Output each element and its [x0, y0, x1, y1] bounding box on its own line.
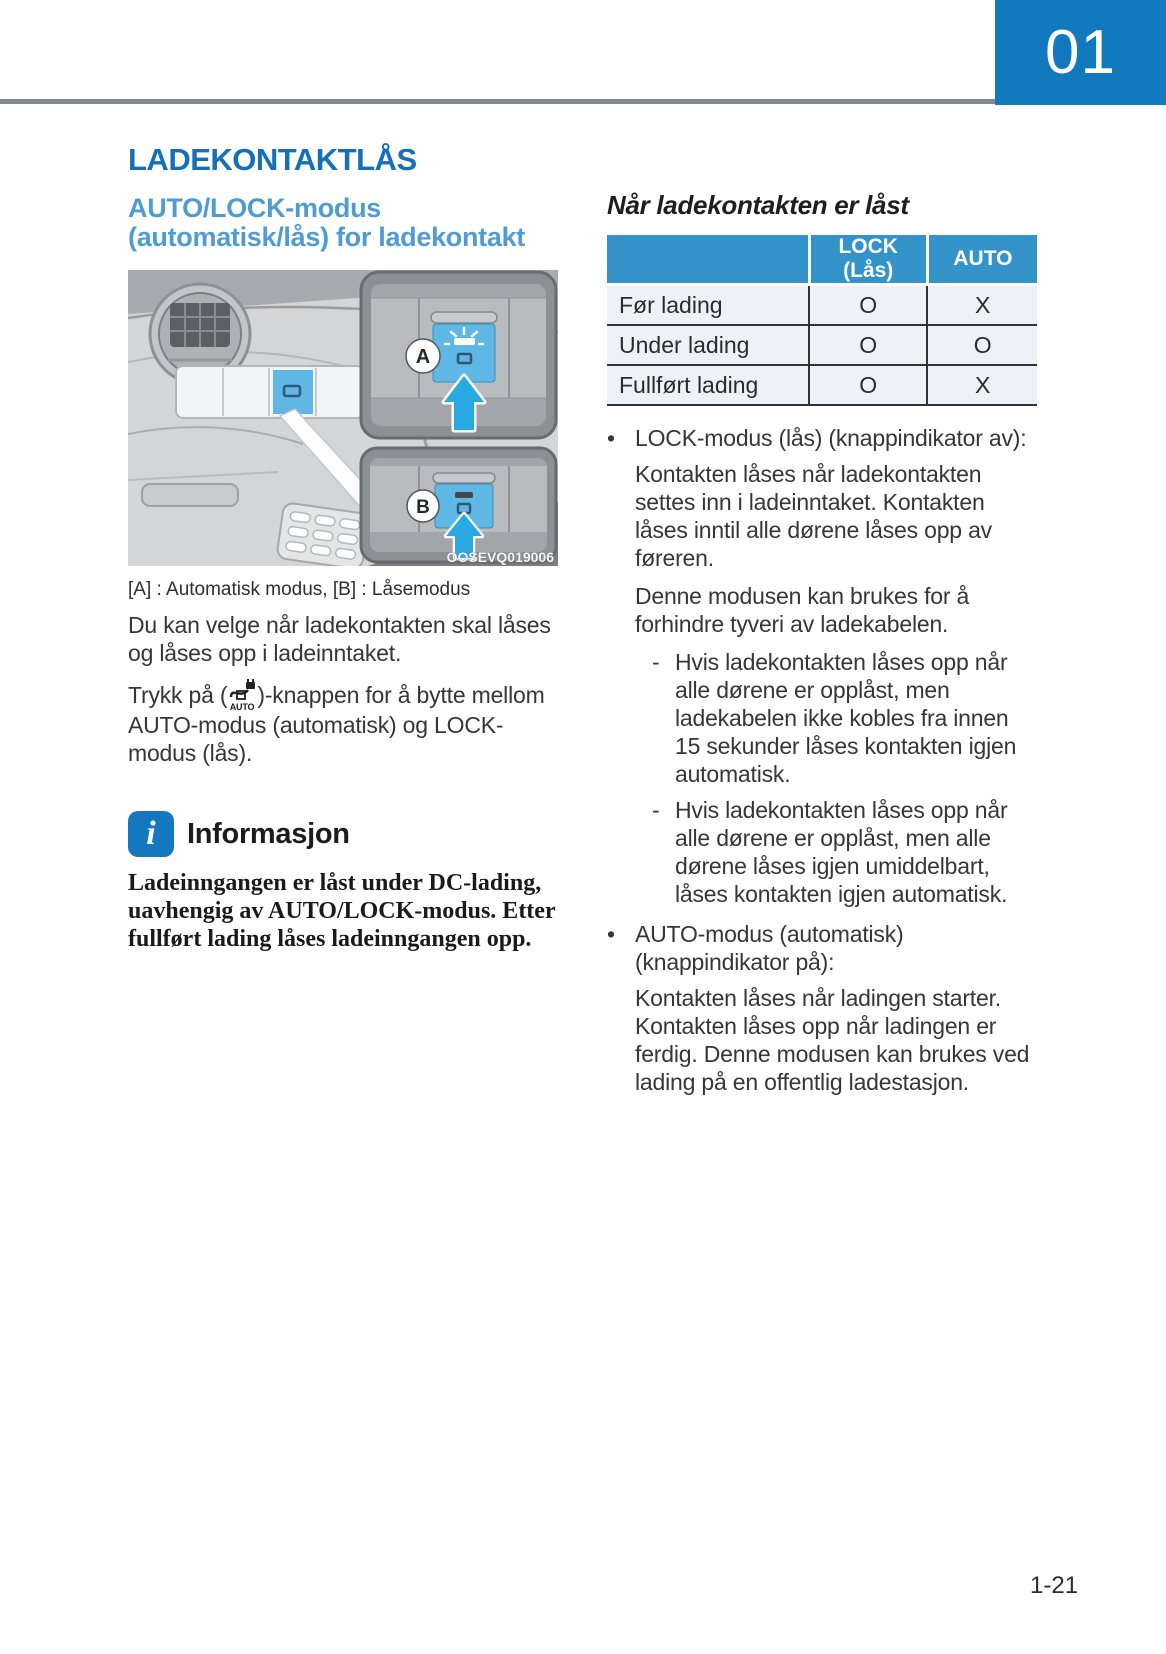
left-column: [128, 138, 558, 1110]
switch-panel: [176, 366, 364, 418]
inset-a: [361, 272, 556, 438]
table-header-row: [607, 235, 1037, 285]
info-header: [128, 811, 558, 857]
paragraph-post: )-knappen for å bytte mellom AUTO-modus (automatisk) og LOCK-modus (lås).: [128, 682, 545, 766]
dashboard-figure: [128, 270, 558, 601]
lock-value-cell: O: [809, 365, 927, 405]
section-subtitle: AUTO/LOCK-modus (automatisk/lås) for ladekontakt: [128, 193, 525, 252]
paragraph-with-icon: [128, 679, 558, 767]
auto-value-cell: O: [927, 325, 1037, 365]
figure-code: OOSEVQ019006: [446, 549, 554, 565]
dash-marker: -: [652, 649, 660, 675]
inset-b: [361, 448, 556, 562]
row-label-cell: Fullført lading: [607, 365, 809, 405]
label-b-badge: [407, 490, 439, 522]
dash-item: [652, 796, 1037, 908]
row-label-cell: Før lading: [607, 285, 809, 326]
lock-value-cell: O: [809, 325, 927, 365]
dash-marker: -: [652, 797, 660, 823]
header-cell-empty: [607, 235, 809, 285]
page-title: LADEKONTAKTLÅS: [128, 142, 417, 177]
indicator-off-icon: [455, 492, 473, 498]
charge-lock-button: [273, 370, 313, 414]
table-row: [607, 325, 1037, 365]
label-a-badge: [406, 339, 440, 373]
lock-status-table: [607, 235, 1037, 406]
door-handle: [142, 484, 238, 506]
right-column: [607, 138, 1037, 1110]
info-text: Ladeinngangen er låst under DC-lading, uavhengig av AUTO/LOCK-modus. Etter fullført lading låses ladeinngangen opp.: [128, 870, 556, 952]
svg-text:B: B: [416, 497, 430, 518]
charge-lock-button-icon: [227, 679, 257, 711]
auto-value-cell: X: [927, 285, 1037, 326]
svg-text:AUTO: AUTO: [230, 702, 255, 711]
paragraph-pre: Trykk på (: [128, 682, 228, 708]
svg-text:A: A: [415, 346, 431, 368]
table-row: [607, 285, 1037, 326]
chapter-number: 01: [1045, 18, 1116, 87]
page-number: 1-21: [1030, 1572, 1079, 1599]
bullet-content: [635, 920, 1037, 1106]
row-label-cell: Under lading: [607, 325, 809, 365]
table-heading: Når ladekontakten er låst: [607, 190, 909, 220]
chapter-number-tab: [995, 0, 1166, 105]
info-title: Informasjon: [187, 817, 350, 850]
bullet-list: [607, 424, 1037, 1106]
info-icon: i: [128, 811, 174, 857]
header-cell-lock: LOCK (Lås): [809, 235, 927, 285]
bullet-marker: •: [607, 921, 616, 947]
info-section: [128, 811, 558, 953]
bullet-content: [635, 424, 1037, 916]
auto-value-cell: X: [927, 365, 1037, 405]
bullet-paragraph: Kontakten låses når ladekontakten settes inn i ladeinntaket. Kontakten låses inntil alle dørene låses opp av føreren.: [635, 461, 992, 571]
bullet-paragraph: Kontakten låses når ladingen starter. Kontakten låses opp når ladingen er ferdig. Denne modusen kan brukes ved lading på en offentlig ladestasjon.: [635, 985, 1030, 1095]
header-rule: [0, 99, 995, 104]
page-columns: [128, 138, 1037, 1110]
figure-caption: [A] : Automatisk modus, [B] : Låsemodus: [128, 579, 471, 600]
paragraph: Du kan velge når ladekontakten skal låses og låses opp i ladeinntaket.: [128, 612, 551, 666]
bullet-item: [607, 920, 1037, 1106]
header-cell-auto: AUTO: [927, 235, 1037, 285]
table-head: [607, 235, 1037, 285]
bullet-title: AUTO-modus (automatisk) (knappindikator på):: [635, 921, 904, 975]
lock-value-cell: O: [809, 285, 927, 326]
dash-text: Hvis ladekontakten låses opp når alle dørene er opplåst, men alle dørene låses igjen umiddelbart, låses kontakten igjen automatisk.: [675, 797, 1008, 907]
lock-table-body: [607, 285, 1037, 406]
dash-text: Hvis ladekontakten låses opp når alle dørene er opplåst, men ladekabelen ikke kobles fra innen 15 sekunder låses kontakten igjen automatisk.: [675, 649, 1017, 787]
table-row: [607, 365, 1037, 405]
dashboard-illustration: [128, 270, 558, 566]
bullet-paragraph: Denne modusen kan brukes for å forhindre tyveri av ladekabelen.: [635, 583, 970, 637]
bullet-marker: •: [607, 425, 616, 451]
bullet-title: LOCK-modus (lås) (knappindikator av):: [635, 425, 1027, 451]
bullet-item: [607, 424, 1037, 916]
foot-rest: [276, 502, 369, 566]
dash-item: [652, 648, 1037, 788]
